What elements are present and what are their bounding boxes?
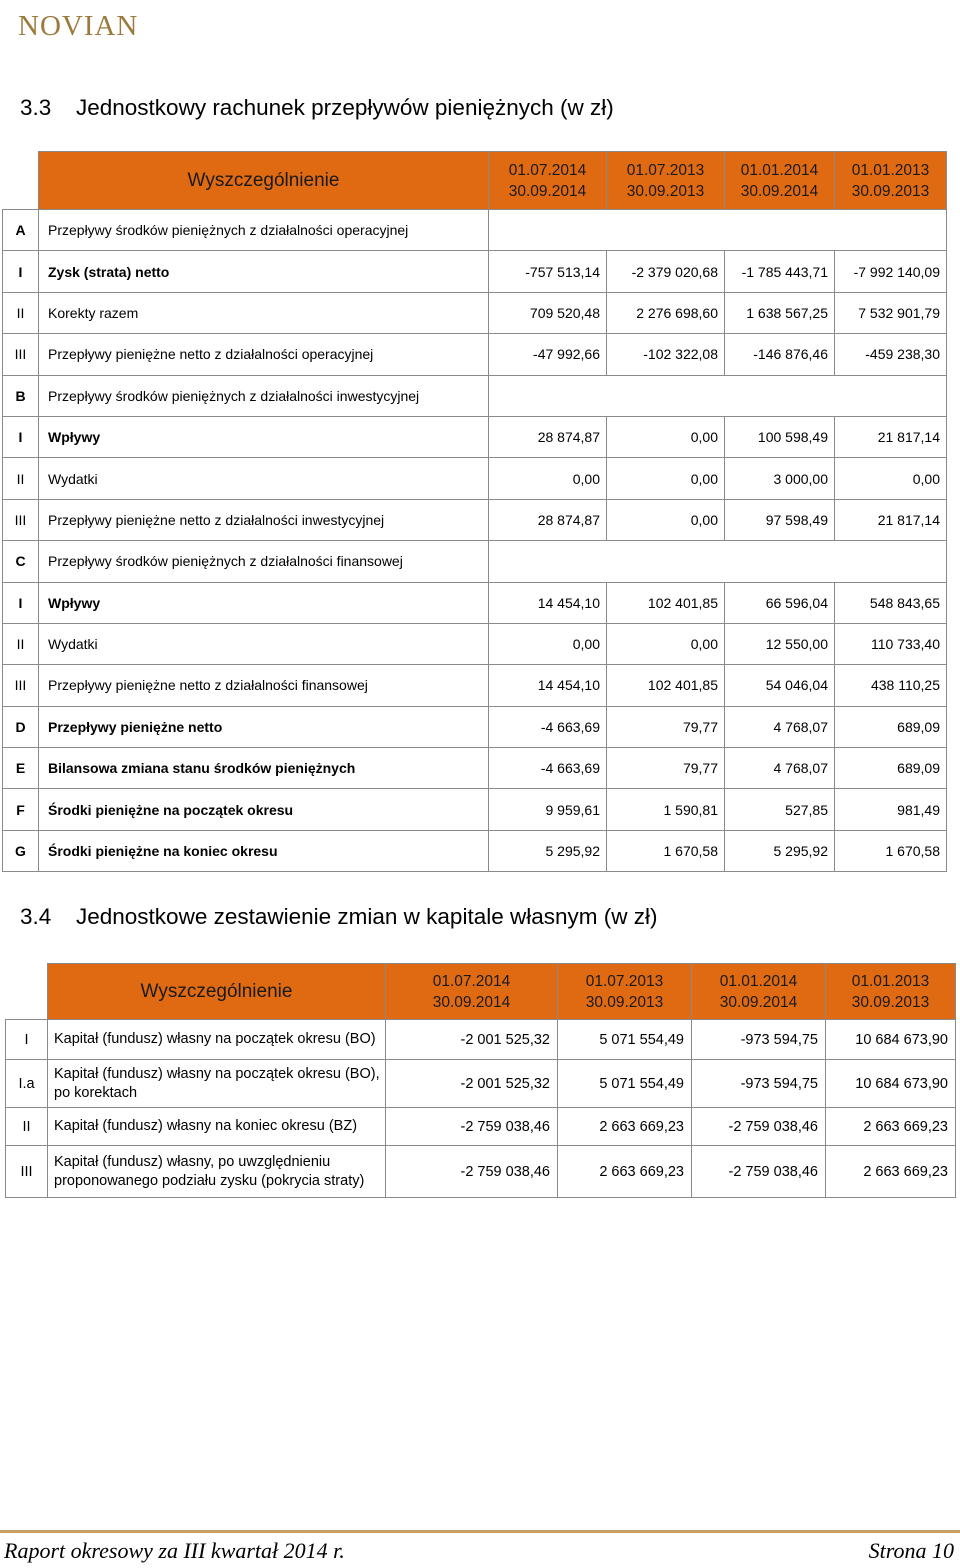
value-cell: 689,09 (835, 706, 947, 747)
cash-flow-table (2, 151, 947, 872)
table-row (6, 1020, 956, 1060)
row-label: Bilansowa zmiana stanu środków pieniężnych (39, 748, 489, 789)
value-cell: -2 759 038,46 (386, 1108, 558, 1146)
value-cell: 4 768,07 (725, 706, 835, 747)
value-cell: 0,00 (489, 458, 607, 499)
value-cell: -4 663,69 (489, 706, 607, 747)
value-cell: -757 513,14 (489, 251, 607, 292)
row-label: Wpływy (39, 416, 489, 457)
value-cell: 0,00 (607, 499, 725, 540)
value-cell: 54 046,04 (725, 665, 835, 706)
row-label: Kapitał (fundusz) własny na początek okresu (BO), po korektach (48, 1060, 386, 1108)
value-cell: 2 663 669,23 (826, 1108, 956, 1146)
value-cell: 438 110,25 (835, 665, 947, 706)
value-cell: -7 992 140,09 (835, 251, 947, 292)
value-cell: 3 000,00 (725, 458, 835, 499)
value-cell: -102 322,08 (607, 334, 725, 375)
table-row (3, 789, 947, 830)
value-cell: 1 638 567,25 (725, 292, 835, 333)
row-code: G (3, 830, 39, 871)
table-row (6, 1108, 956, 1146)
row-label: Przepływy środków pieniężnych z działalności finansowej (39, 541, 489, 582)
value-cell: 79,77 (607, 706, 725, 747)
value-cell: 102 401,85 (607, 665, 725, 706)
value-cell: -2 759 038,46 (386, 1146, 558, 1198)
row-code: II (3, 292, 39, 333)
value-cell: 7 532 901,79 (835, 292, 947, 333)
value-cell: -2 001 525,32 (386, 1060, 558, 1108)
value-cell: 5 071 554,49 (558, 1060, 692, 1108)
column-header-period: 01.01.2014 30.09.2014 (692, 964, 826, 1020)
value-cell: 5 295,92 (725, 830, 835, 871)
table-header-row (6, 964, 956, 1020)
row-code: A (3, 210, 39, 251)
value-cell: 1 590,81 (607, 789, 725, 830)
section-heading: Jednostkowe zestawienie zmian w kapitale własnym (w zł) (76, 904, 658, 929)
column-header-period: 01.01.2013 30.09.2013 (835, 152, 947, 210)
value-cell: 689,09 (835, 748, 947, 789)
table-row (3, 541, 947, 582)
table-row (3, 375, 947, 416)
value-cell: 0,00 (607, 416, 725, 457)
value-cell: 12 550,00 (725, 623, 835, 664)
value-cell: -2 001 525,32 (386, 1020, 558, 1060)
row-code: I.a (6, 1060, 48, 1108)
value-cell: 5 071 554,49 (558, 1020, 692, 1060)
value-cell: -2 379 020,68 (607, 251, 725, 292)
row-label: Środki pieniężne na początek okresu (39, 789, 489, 830)
table-row (3, 582, 947, 623)
value-cell: 66 596,04 (725, 582, 835, 623)
row-code: III (6, 1146, 48, 1198)
value-cell: 527,85 (725, 789, 835, 830)
row-label: Środki pieniężne na koniec okresu (39, 830, 489, 871)
value-cell: -2 759 038,46 (692, 1146, 826, 1198)
value-cell: 2 663 669,23 (826, 1146, 956, 1198)
section-number: 3.4 (20, 904, 52, 929)
table-row (3, 334, 947, 375)
row-label: Korekty razem (39, 292, 489, 333)
row-code: III (3, 665, 39, 706)
row-code: E (3, 748, 39, 789)
row-code: II (3, 623, 39, 664)
value-cell: 21 817,14 (835, 416, 947, 457)
value-cell: 110 733,40 (835, 623, 947, 664)
row-code: I (3, 251, 39, 292)
value-cell: 2 663 669,23 (558, 1108, 692, 1146)
row-label: Kapitał (fundusz) własny na początek okresu (BO) (48, 1020, 386, 1060)
row-code: I (6, 1020, 48, 1060)
value-cell: -146 876,46 (725, 334, 835, 375)
row-code: III (3, 499, 39, 540)
row-label: Przepływy pieniężne netto (39, 706, 489, 747)
column-header-period: 01.07.2014 30.09.2014 (386, 964, 558, 1020)
section-title-cash-flow (20, 95, 614, 121)
value-cell: 981,49 (835, 789, 947, 830)
row-code: B (3, 375, 39, 416)
value-cell: 28 874,87 (489, 416, 607, 457)
row-label: Kapitał (fundusz) własny na koniec okresu (BZ) (48, 1108, 386, 1146)
company-logo: NOVIAN (18, 10, 139, 42)
table-row (3, 458, 947, 499)
table-row (3, 830, 947, 871)
row-label: Przepływy pieniężne netto z działalności finansowej (39, 665, 489, 706)
footer-divider (0, 1530, 960, 1533)
value-cell: -1 785 443,71 (725, 251, 835, 292)
row-label: Zysk (strata) netto (39, 251, 489, 292)
equity-changes-table (5, 963, 956, 1198)
value-cell: 0,00 (607, 458, 725, 499)
empty-cell (489, 541, 947, 582)
value-cell: 5 295,92 (489, 830, 607, 871)
row-code: C (3, 541, 39, 582)
table-header-row (3, 152, 947, 210)
row-label: Przepływy środków pieniężnych z działalności operacyjnej (39, 210, 489, 251)
column-header-label: Wyszczególnienie (39, 152, 489, 210)
row-code: I (3, 582, 39, 623)
table-row (3, 748, 947, 789)
column-header-label: Wyszczególnienie (48, 964, 386, 1020)
table-row (3, 210, 947, 251)
value-cell: 21 817,14 (835, 499, 947, 540)
table-row (3, 665, 947, 706)
row-label: Przepływy pieniężne netto z działalności operacyjnej (39, 334, 489, 375)
row-code: III (3, 334, 39, 375)
value-cell: 97 598,49 (725, 499, 835, 540)
column-header-period: 01.07.2013 30.09.2013 (607, 152, 725, 210)
column-header-period: 01.01.2014 30.09.2014 (725, 152, 835, 210)
value-cell: 0,00 (835, 458, 947, 499)
row-code: D (3, 706, 39, 747)
column-header-period: 01.01.2013 30.09.2013 (826, 964, 956, 1020)
column-header-period: 01.07.2013 30.09.2013 (558, 964, 692, 1020)
value-cell: -2 759 038,46 (692, 1108, 826, 1146)
table-row (3, 623, 947, 664)
value-cell: 10 684 673,90 (826, 1060, 956, 1108)
value-cell: -4 663,69 (489, 748, 607, 789)
section-title-equity-changes (20, 904, 657, 930)
value-cell: 79,77 (607, 748, 725, 789)
footer-report-title: Raport okresowy za III kwartał 2014 r. (4, 1538, 345, 1563)
row-label: Wydatki (39, 458, 489, 499)
row-code: F (3, 789, 39, 830)
value-cell: -973 594,75 (692, 1060, 826, 1108)
row-label: Kapitał (fundusz) własny, po uwzględnieniu proponowanego podziału zysku (pokrycia straty) (48, 1146, 386, 1198)
value-cell: -459 238,30 (835, 334, 947, 375)
value-cell: 548 843,65 (835, 582, 947, 623)
row-label: Wydatki (39, 623, 489, 664)
table-row (3, 251, 947, 292)
value-cell: 1 670,58 (835, 830, 947, 871)
value-cell: 28 874,87 (489, 499, 607, 540)
value-cell: 10 684 673,90 (826, 1020, 956, 1060)
table-row (3, 499, 947, 540)
value-cell: 0,00 (607, 623, 725, 664)
row-label: Wpływy (39, 582, 489, 623)
column-header-period: 01.07.2014 30.09.2014 (489, 152, 607, 210)
value-cell: 14 454,10 (489, 665, 607, 706)
section-heading: Jednostkowy rachunek przepływów pieniężnych (w zł) (76, 95, 614, 120)
table-row (6, 1146, 956, 1198)
value-cell: 0,00 (489, 623, 607, 664)
value-cell: 2 663 669,23 (558, 1146, 692, 1198)
value-cell: 9 959,61 (489, 789, 607, 830)
row-label: Przepływy środków pieniężnych z działalności inwestycyjnej (39, 375, 489, 416)
value-cell: -973 594,75 (692, 1020, 826, 1060)
value-cell: 1 670,58 (607, 830, 725, 871)
empty-cell (489, 210, 947, 251)
table-row (3, 706, 947, 747)
table-row (3, 416, 947, 457)
value-cell: 709 520,48 (489, 292, 607, 333)
row-code: II (6, 1108, 48, 1146)
section-number: 3.3 (20, 95, 52, 120)
row-code: I (3, 416, 39, 457)
value-cell: 14 454,10 (489, 582, 607, 623)
table-row (6, 1060, 956, 1108)
value-cell: 100 598,49 (725, 416, 835, 457)
table-row (3, 292, 947, 333)
value-cell: -47 992,66 (489, 334, 607, 375)
row-code: II (3, 458, 39, 499)
value-cell: 102 401,85 (607, 582, 725, 623)
row-label: Przepływy pieniężne netto z działalności inwestycyjnej (39, 499, 489, 540)
value-cell: 2 276 698,60 (607, 292, 725, 333)
value-cell: 4 768,07 (725, 748, 835, 789)
footer-page-number: Strona 10 (868, 1538, 954, 1563)
empty-cell (489, 375, 947, 416)
